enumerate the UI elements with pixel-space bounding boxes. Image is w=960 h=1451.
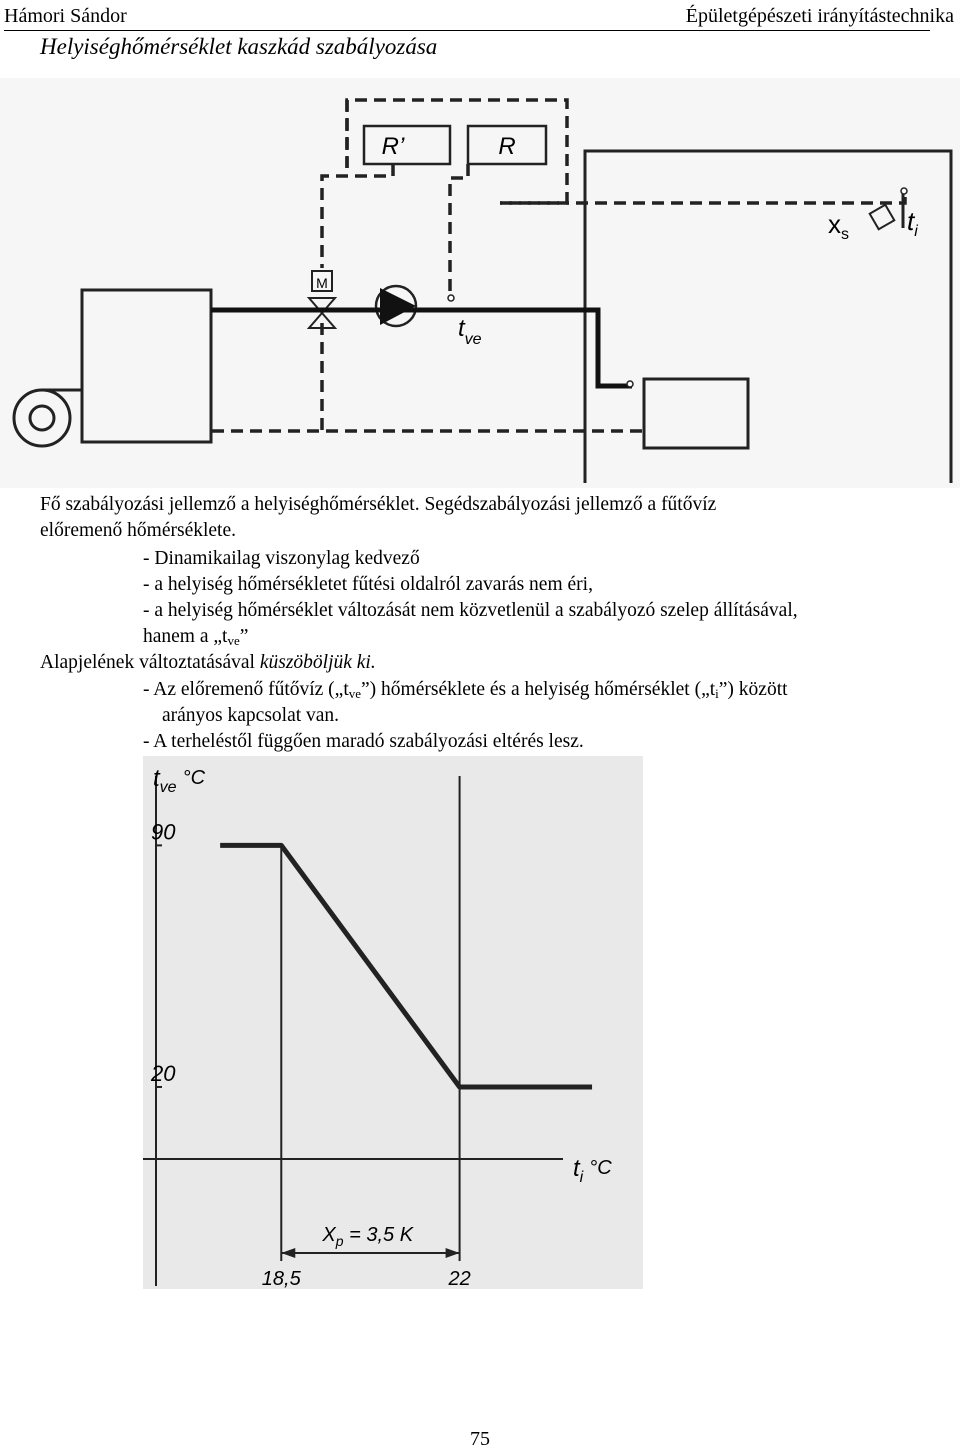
header-course: Épületgépészeti irányítástechnika bbox=[685, 5, 954, 27]
x-tick-label: 22 bbox=[448, 1268, 471, 1289]
page-number: 75 bbox=[470, 1428, 490, 1450]
setpoint-line: Alapjelének változtatásával küszöböljük ki. bbox=[40, 652, 376, 673]
room-sensor-label: $x_s$ bbox=[828, 209, 849, 243]
tve-sensor-label: $t_{ve}$ bbox=[458, 315, 482, 348]
header-divider bbox=[4, 30, 930, 31]
bullet-proportional-cont: arányos kapcsolat van. bbox=[162, 705, 340, 726]
y-axis-label: $t_{ve}$ $^{^\circ C}$ bbox=[153, 765, 206, 796]
y-tick-label: 20 bbox=[151, 1060, 176, 1086]
paragraph-line-1: Fő szabályozási jellemző a helyiséghőmérséklet. Segédszabályozási jellemző a fűtővíz bbox=[40, 494, 717, 515]
bullet-proportional: - Az előremenő fűtővíz $(„t_{ve}”)$ hőmérséklete és a helyiség hőmérséklet $(„t_i”)$ között bbox=[143, 679, 788, 701]
controller-aux-label: R’ bbox=[381, 133, 405, 160]
cascade-control-diagram bbox=[0, 78, 960, 488]
bullet-offset: - A terheléstől függően maradó szabályozási eltérés lesz. bbox=[143, 731, 584, 752]
bullet-disturbance: - a helyiség hőmérsékletet fűtési oldalról zavarás nem éri, bbox=[143, 574, 593, 595]
characteristic-chart bbox=[143, 756, 643, 1289]
xp-annotation: $X_p = 3,5$ K bbox=[322, 1224, 414, 1249]
x-axis-label: $t_i$ $^{^\circ C}$ bbox=[573, 1155, 612, 1186]
header-author: Hámori Sándor bbox=[4, 5, 127, 27]
bullet-valve-cont: hanem a $„t_{ve}$” bbox=[143, 626, 249, 648]
paragraph-line-2: előremenő hőmérséklete. bbox=[40, 520, 236, 541]
motor-label: M bbox=[316, 275, 328, 291]
controller-main-label: R bbox=[498, 133, 516, 160]
y-tick-label: 90 bbox=[151, 819, 176, 845]
ti-sensor-label: $t_i$ bbox=[907, 206, 918, 240]
page-title: Helyiséghőmérséklet kaszkád szabályozása bbox=[40, 34, 438, 59]
bullet-dynamics: - Dinamikailag viszonylag kedvező bbox=[143, 548, 420, 569]
x-tick-label: 18,5 bbox=[261, 1268, 301, 1289]
bullet-valve: - a helyiség hőmérséklet változását nem közvetlenül a szabályozó szelep állításával, bbox=[143, 600, 798, 621]
